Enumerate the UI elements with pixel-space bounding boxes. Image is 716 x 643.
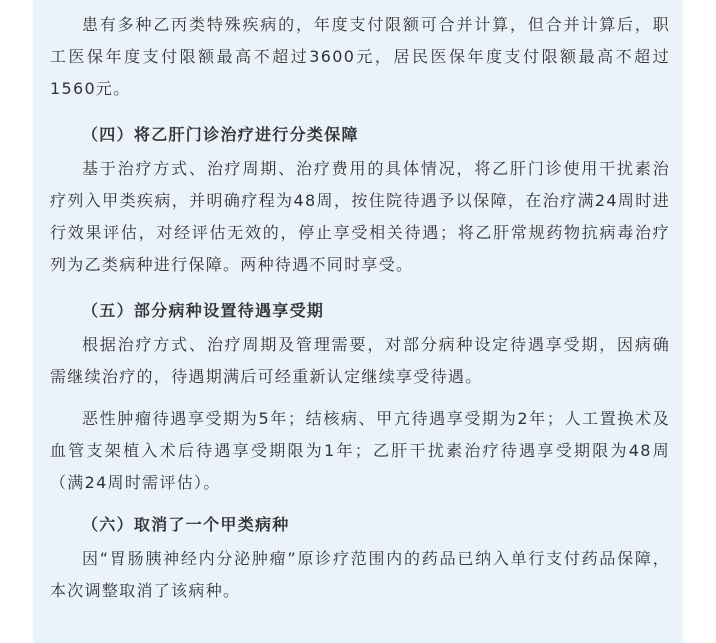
section-heading-6: （六）取消了一个甲类病种 [82, 515, 290, 534]
section-heading-4: （四）将乙肝门诊治疗进行分类保障 [82, 125, 359, 144]
paragraph-benefit-period-details: 恶性肿瘤待遇享受期为5年；结核病、甲亢待遇享受期为2年；人工置换术及血管支架植入术后待遇享受期限为1年；乙肝干扰素治疗待遇享受期限为48周（满24周时需评估）。 [50, 409, 670, 492]
article-content [50, 0, 670, 607]
paragraph-hepatitis-b: 基于治疗方式、治疗周期、治疗费用的具体情况，将乙肝门诊使用干扰素治疗列入甲类疾病，并明确疗程为48周，按住院待遇予以保障，在治疗满24周时进行效果评估，对经评估无效的，停止享受相关待遇；将乙肝常规药物抗病毒治疗列为乙类病种进行保障。两种待遇不同时享受。 [50, 159, 670, 274]
paragraph-removed-disease: 因“胃肠胰神经内分泌肿瘤”原诊疗范围内的药品已纳入单行支付药品保障，本次调整取消了该病种。 [50, 549, 670, 600]
paragraph-annual-limit: 患有多种乙丙类特殊疾病的，年度支付限额可合并计算，但合并计算后，职工医保年度支付限额最高不超过3600元，居民医保年度支付限额最高不超过1560元。 [50, 15, 670, 98]
paragraph-benefit-period: 根据治疗方式、治疗周期及管理需要，对部分病种设定待遇享受期，因病确需继续治疗的，待遇期满后可经重新认定继续享受待遇。 [50, 335, 670, 386]
section-heading-5: （五）部分病种设置待遇享受期 [82, 301, 325, 320]
